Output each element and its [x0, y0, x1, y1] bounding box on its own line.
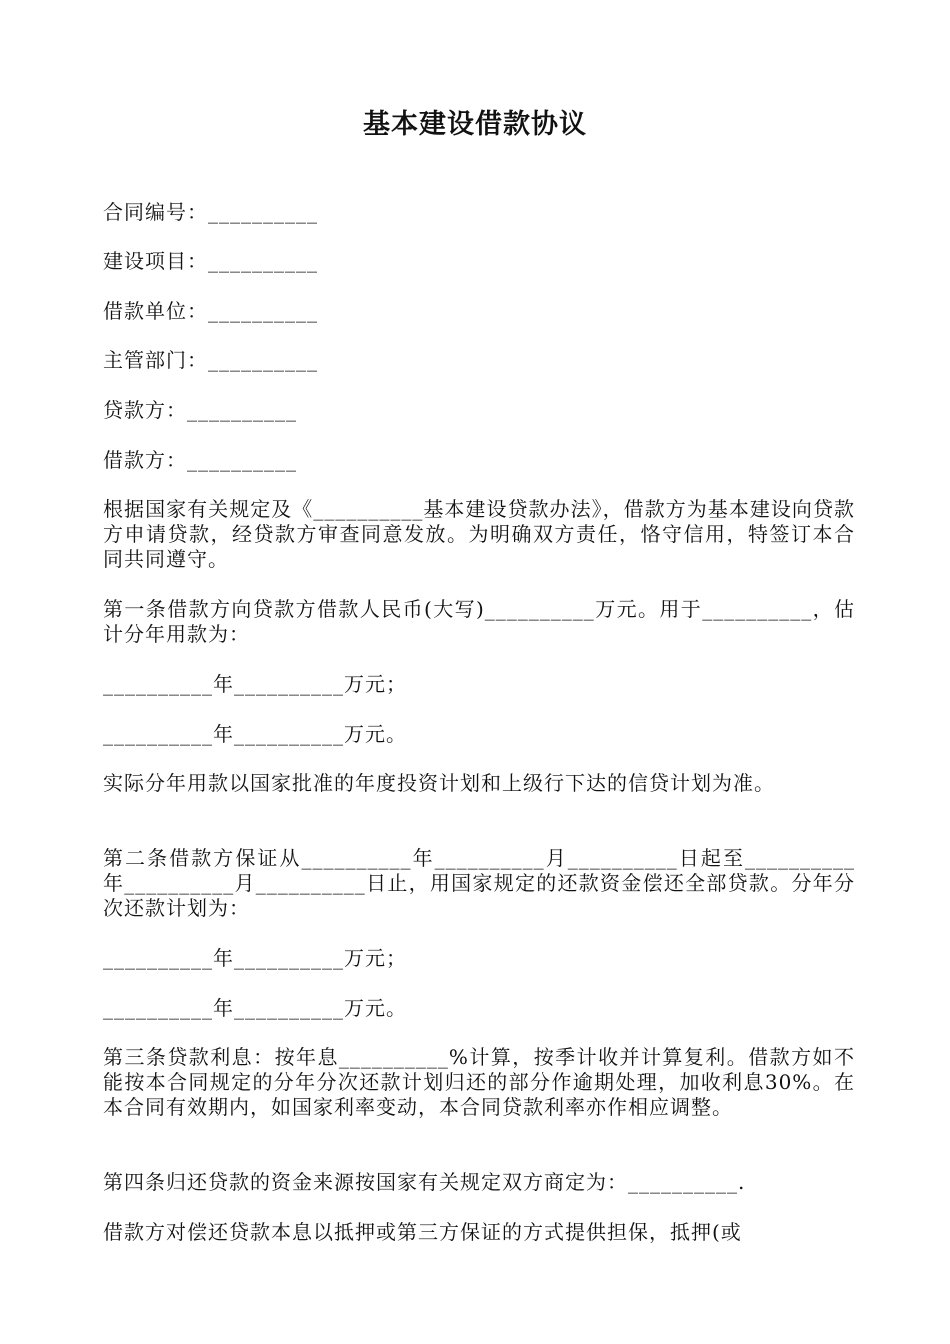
article-1-year-line-2: __________年__________万元。 [103, 722, 407, 746]
article-4: 第四条归还贷款的资金来源按国家有关规定双方商定为：__________. [103, 1170, 746, 1194]
article-2: 第二条借款方保证从__________年__________月__________日起至__________年__________月__________日止，用国家规定的还款资金偿还全部贷款。分年分次还款计划为： [103, 846, 855, 920]
article-2-year-line-2: __________年__________万元。 [103, 996, 407, 1020]
field-supervising-department: 主管部门：__________ [103, 348, 318, 372]
article-1-note: 实际分年用款以国家批准的年度投资计划和上级行下达的信贷计划为准。 [103, 771, 775, 795]
article-2-year-line-1: __________年__________万元； [103, 946, 407, 970]
field-borrower: 借款方：__________ [103, 448, 297, 472]
field-borrowing-unit: 借款单位：__________ [103, 299, 318, 323]
intro-paragraph: 根据国家有关规定及《__________基本建设贷款办法》，借款方为基本建设向贷款方申请贷款，经贷款方审查同意发放。为明确双方责任，恪守信用，特签订本合同共同遵守。 [103, 497, 855, 571]
field-lender: 贷款方：__________ [103, 398, 297, 422]
guarantee-paragraph: 借款方对偿还贷款本息以抵押或第三方保证的方式提供担保，抵押(或 [103, 1220, 742, 1244]
article-1: 第一条借款方向贷款方借款人民币(大写)__________万元。用于__________，估计分年用款为： [103, 597, 855, 646]
document-title: 基本建设借款协议 [363, 109, 587, 140]
article-3: 第三条贷款利息：按年息__________%计算，按季计收并计算复利。借款方如不能按本合同规定的分年分次还款计划归还的部分作逾期处理，加收利息30%。在本合同有效期内，如国家利率变动，本合同贷款利率亦作相应调整。 [103, 1045, 855, 1119]
article-1-year-line-1: __________年__________万元； [103, 672, 407, 696]
field-construction-project: 建设项目：__________ [103, 249, 318, 273]
field-contract-number: 合同编号：__________ [103, 200, 318, 224]
